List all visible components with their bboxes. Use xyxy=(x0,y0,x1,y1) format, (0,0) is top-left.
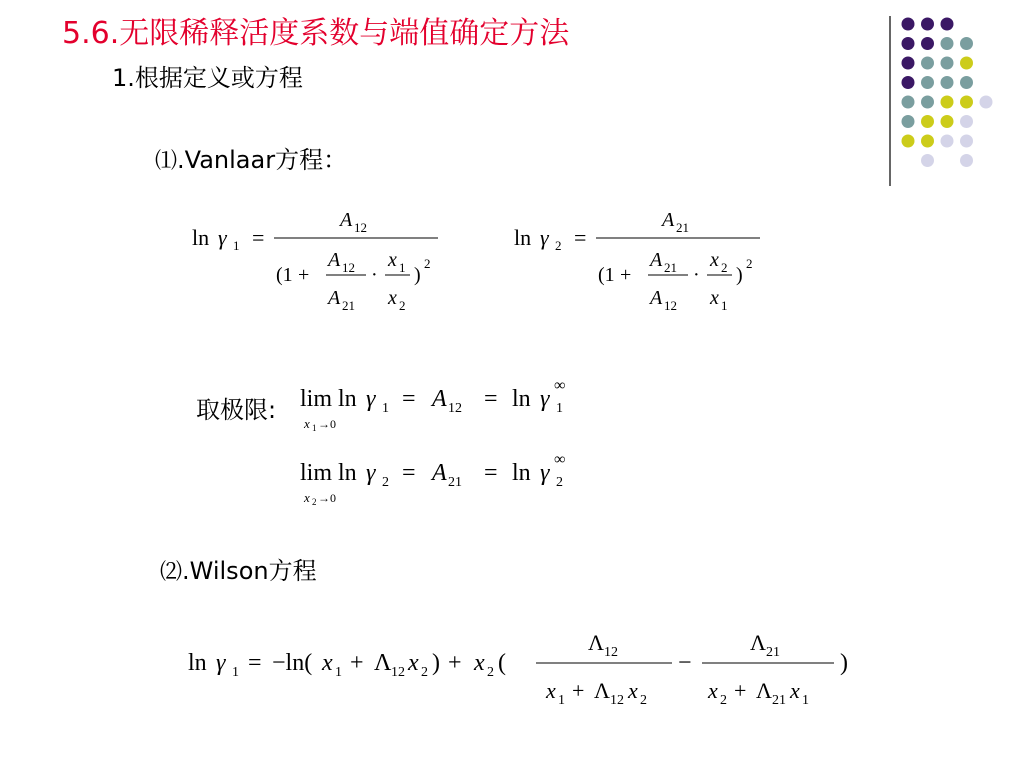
svg-text:12: 12 xyxy=(391,665,405,680)
svg-text:·: · xyxy=(693,264,700,286)
decorative-dot xyxy=(921,154,934,167)
svg-text:12: 12 xyxy=(604,645,618,660)
svg-text:1: 1 xyxy=(335,665,342,680)
svg-text:ln: ln xyxy=(192,225,210,250)
decorative-dot xyxy=(941,115,954,128)
decorative-dot xyxy=(921,18,934,31)
svg-text:2: 2 xyxy=(382,475,389,490)
svg-text:2: 2 xyxy=(555,238,562,253)
svg-text:(1: (1 xyxy=(276,264,293,286)
svg-text:2: 2 xyxy=(556,475,563,490)
decorative-dot xyxy=(960,37,973,50)
svg-text:+: + xyxy=(572,678,585,703)
decorative-dot xyxy=(902,76,915,89)
svg-text:Λ: Λ xyxy=(756,678,772,703)
limit-label xyxy=(196,394,276,426)
section-vanlaar-heading xyxy=(155,144,347,177)
svg-text:→0: →0 xyxy=(318,491,336,505)
svg-text:∞: ∞ xyxy=(554,377,566,394)
decorative-dot xyxy=(941,37,954,50)
svg-text:x: x xyxy=(304,416,310,431)
svg-text:21: 21 xyxy=(766,645,780,660)
svg-text:A: A xyxy=(432,460,447,486)
svg-text:=: = xyxy=(484,386,498,412)
formula-limit-gamma2 xyxy=(298,446,608,512)
formula-vanlaar-gamma2 xyxy=(510,200,770,320)
decorative-dot xyxy=(960,135,973,148)
svg-text:ln: ln xyxy=(338,386,357,412)
svg-text:γ: γ xyxy=(218,225,227,250)
svg-text:): ) xyxy=(414,264,421,286)
svg-text:): ) xyxy=(840,650,848,676)
slide-subtitle-text: 1.根据定义或方程 xyxy=(112,64,303,92)
decorative-dot xyxy=(921,37,934,50)
svg-text:γ: γ xyxy=(366,386,376,412)
svg-text:x: x xyxy=(388,287,397,309)
svg-text:ln: ln xyxy=(188,650,207,676)
svg-text:A: A xyxy=(650,249,663,271)
svg-text:2: 2 xyxy=(721,260,728,275)
svg-text:1: 1 xyxy=(556,401,563,416)
svg-text:·: · xyxy=(371,264,378,286)
svg-text:1: 1 xyxy=(802,693,809,708)
svg-text:−: − xyxy=(678,650,692,676)
svg-text:ln: ln xyxy=(512,386,531,412)
svg-text:=: = xyxy=(248,650,262,676)
formula-limit-gamma1 xyxy=(298,372,608,438)
decorative-dot xyxy=(902,135,915,148)
decorative-dot-grid xyxy=(900,10,1020,170)
svg-text:−ln(: −ln( xyxy=(272,650,313,676)
svg-text:=: = xyxy=(402,460,416,486)
svg-text:): ) xyxy=(432,650,440,676)
svg-text:2: 2 xyxy=(487,665,494,680)
svg-text:2: 2 xyxy=(424,256,431,271)
slide-title-text: 5.6.无限稀释活度系数与端值确定方法 xyxy=(62,16,570,51)
svg-text:x: x xyxy=(708,678,718,703)
svg-text:Λ: Λ xyxy=(588,630,604,655)
svg-text:Λ: Λ xyxy=(750,630,766,655)
section-wilson-heading xyxy=(160,555,317,588)
svg-text:=: = xyxy=(484,460,498,486)
svg-text:lim: lim xyxy=(300,460,333,486)
svg-text:Λ: Λ xyxy=(374,650,392,676)
svg-text:A: A xyxy=(328,287,341,309)
svg-text:1: 1 xyxy=(558,693,565,708)
svg-text:γ: γ xyxy=(216,650,226,676)
svg-text:2: 2 xyxy=(421,665,428,680)
svg-text:(: ( xyxy=(498,650,506,676)
svg-text:1: 1 xyxy=(721,298,728,313)
svg-text:x: x xyxy=(790,678,800,703)
svg-text:21: 21 xyxy=(448,475,462,490)
svg-text:x: x xyxy=(408,650,419,676)
decorative-dot xyxy=(960,96,973,109)
svg-text:Λ: Λ xyxy=(594,678,610,703)
decorative-dot xyxy=(902,37,915,50)
svg-text:x: x xyxy=(628,678,638,703)
svg-text:=: = xyxy=(574,225,587,250)
svg-text:2: 2 xyxy=(399,298,406,313)
vertical-divider xyxy=(889,16,891,186)
section-marker-2: ⑵ xyxy=(160,559,183,584)
svg-text:x: x xyxy=(304,490,310,505)
decorative-dot xyxy=(921,96,934,109)
svg-text:∞: ∞ xyxy=(554,451,566,468)
svg-text:A: A xyxy=(650,287,663,309)
svg-text:1: 1 xyxy=(232,665,239,680)
section-label-vanlaar: .Vanlaar方程： xyxy=(177,146,348,174)
svg-text:1: 1 xyxy=(399,260,406,275)
formula-wilson-gamma1 xyxy=(184,620,864,716)
slide-subtitle xyxy=(112,62,303,94)
svg-text:ln: ln xyxy=(514,225,532,250)
decorative-dot xyxy=(902,96,915,109)
svg-text:γ: γ xyxy=(540,460,550,486)
decorative-dot xyxy=(941,76,954,89)
svg-text:lim: lim xyxy=(300,386,333,412)
slide-title xyxy=(62,14,569,54)
formula-vanlaar-gamma1 xyxy=(188,200,448,320)
svg-text:+: + xyxy=(620,264,632,286)
svg-text:2: 2 xyxy=(640,693,647,708)
svg-text:1: 1 xyxy=(382,401,389,416)
svg-text:γ: γ xyxy=(540,386,550,412)
svg-text:x: x xyxy=(710,287,719,309)
svg-text:+: + xyxy=(448,650,462,676)
svg-text:x: x xyxy=(546,678,556,703)
decorative-dot xyxy=(960,57,973,70)
decorative-dot xyxy=(921,115,934,128)
svg-text:21: 21 xyxy=(676,220,689,235)
decorative-dot xyxy=(921,135,934,148)
svg-text:x: x xyxy=(710,249,719,271)
svg-text:A: A xyxy=(662,209,675,231)
section-label-wilson: .Wilson方程 xyxy=(182,557,317,585)
decorative-dot xyxy=(941,57,954,70)
svg-text:): ) xyxy=(736,264,743,286)
svg-text:21: 21 xyxy=(342,298,355,313)
decorative-dot xyxy=(960,154,973,167)
decorative-dot xyxy=(941,18,954,31)
svg-text:21: 21 xyxy=(772,693,786,708)
svg-text:12: 12 xyxy=(664,298,677,313)
svg-text:1: 1 xyxy=(233,238,240,253)
svg-text:12: 12 xyxy=(448,401,462,416)
svg-text:A: A xyxy=(340,209,353,231)
svg-text:12: 12 xyxy=(354,220,367,235)
svg-text:γ: γ xyxy=(366,460,376,486)
svg-text:A: A xyxy=(328,249,341,271)
svg-text:2: 2 xyxy=(720,693,727,708)
svg-text:12: 12 xyxy=(342,260,355,275)
decorative-dot xyxy=(980,96,993,109)
decorative-dot xyxy=(902,57,915,70)
limit-label-text: 取极限: xyxy=(196,396,277,424)
svg-text:ln: ln xyxy=(338,460,357,486)
svg-text:=: = xyxy=(252,225,265,250)
decorative-dot xyxy=(921,76,934,89)
section-marker-1: ⑴ xyxy=(155,148,178,173)
svg-text:21: 21 xyxy=(664,260,677,275)
decorative-dot xyxy=(960,76,973,89)
svg-text:x: x xyxy=(474,650,485,676)
decorative-dot xyxy=(941,96,954,109)
decorative-dot xyxy=(960,115,973,128)
svg-text:→0: →0 xyxy=(318,417,336,431)
svg-text:(1: (1 xyxy=(598,264,615,286)
svg-text:2: 2 xyxy=(312,497,317,507)
svg-text:+: + xyxy=(298,264,310,286)
svg-text:+: + xyxy=(350,650,364,676)
svg-text:12: 12 xyxy=(610,693,624,708)
svg-text:+: + xyxy=(734,678,747,703)
decorative-dot xyxy=(941,135,954,148)
svg-text:A: A xyxy=(432,386,447,412)
decorative-dot xyxy=(921,57,934,70)
svg-text:x: x xyxy=(388,249,397,271)
decorative-dot xyxy=(902,115,915,128)
svg-text:ln: ln xyxy=(512,460,531,486)
svg-text:1: 1 xyxy=(312,423,317,433)
svg-text:x: x xyxy=(322,650,333,676)
decorative-dot xyxy=(902,18,915,31)
svg-text:2: 2 xyxy=(746,256,753,271)
svg-text:γ: γ xyxy=(540,225,549,250)
svg-text:=: = xyxy=(402,386,416,412)
